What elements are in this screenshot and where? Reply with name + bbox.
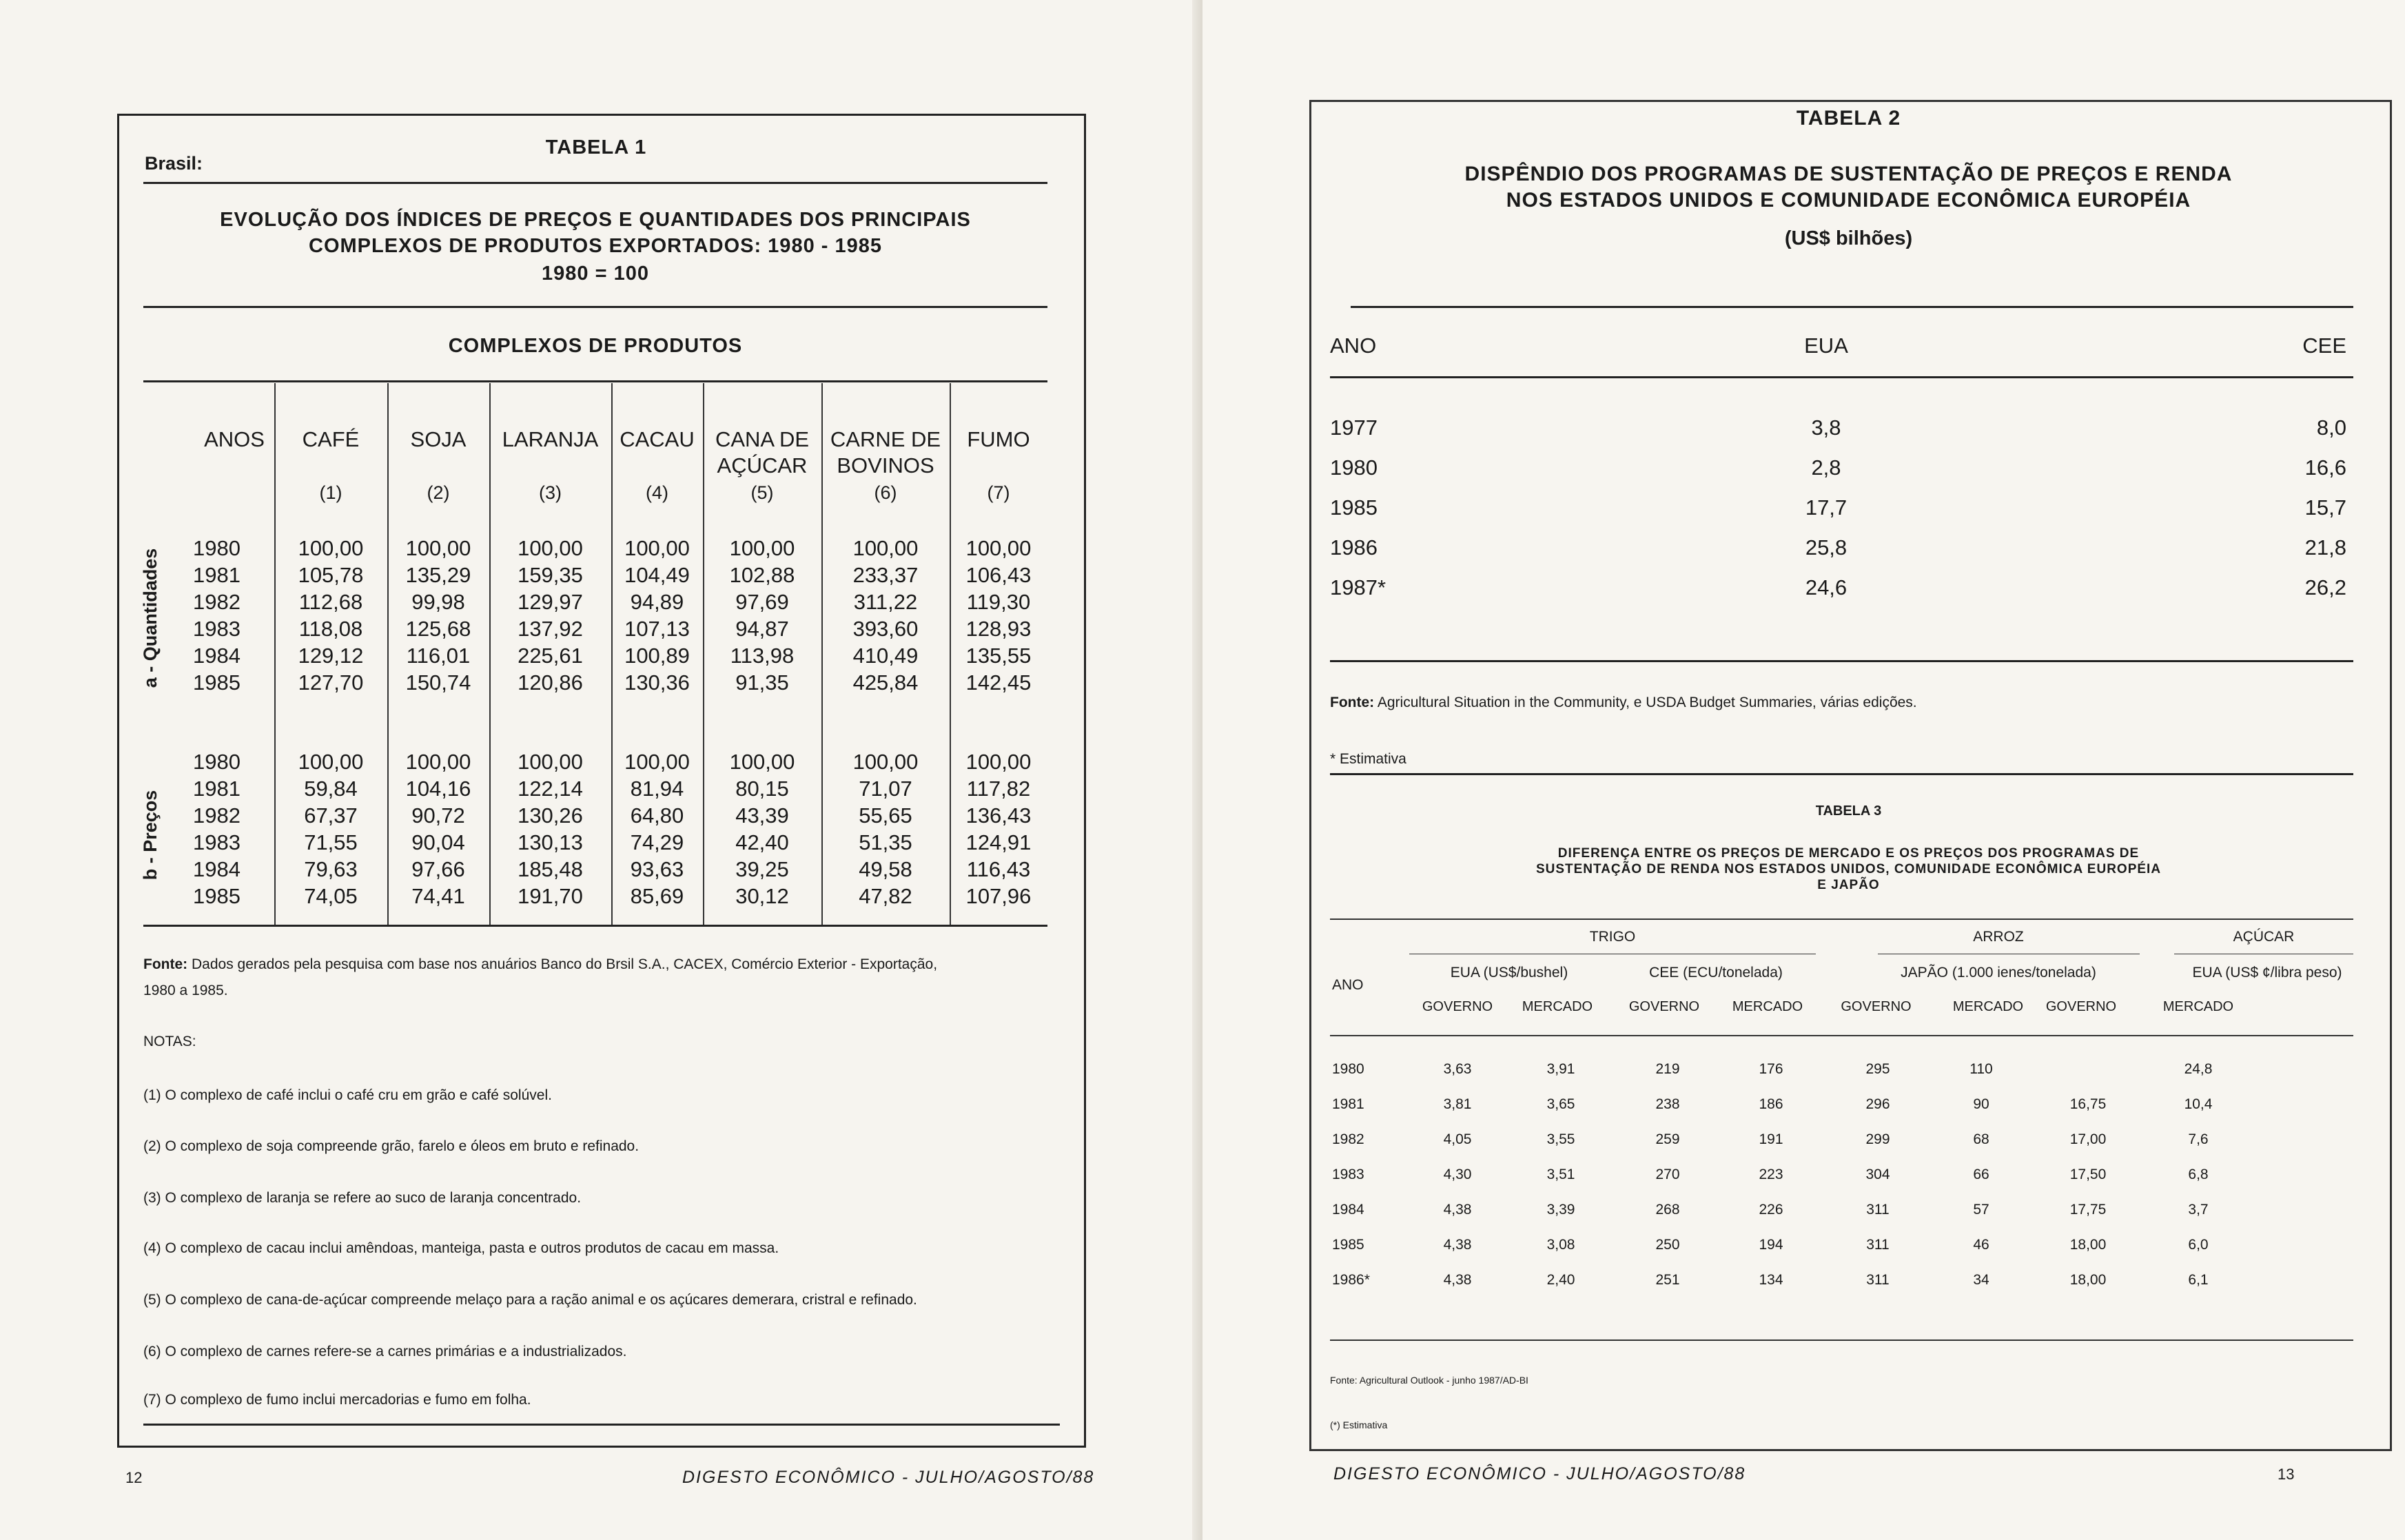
table-cell: 119,30 [966, 590, 1031, 614]
t3-fonte: Fonte: Agricultural Outlook - junho 1987/AD-BI [1330, 1375, 1528, 1386]
t3-estimativa: (*) Estimativa [1330, 1419, 1388, 1430]
table-cell: 2,8 [1811, 455, 1841, 480]
table-cell: 304 [1865, 1167, 1890, 1182]
table-cell: 3,8 [1811, 415, 1841, 440]
row-year: 1981 [1332, 1096, 1364, 1112]
row-year: 1983 [1332, 1167, 1364, 1182]
note-2: (2) O complexo de soja compreende grão, farelo e óleos em bruto e refinado. [143, 1138, 639, 1154]
divider [1330, 376, 2353, 378]
table-cell: 6,1 [2188, 1272, 2209, 1288]
table-cell: 4,05 [1443, 1131, 1472, 1147]
divider [1330, 918, 2353, 920]
table-cell: 71,07 [859, 777, 912, 801]
table-cell: 251 [1655, 1272, 1680, 1288]
fonte-line-2: 1980 a 1985. [143, 983, 228, 998]
t2-fonte: Fonte: Agricultural Situation in the Community, e USDA Budget Summaries, várias edições. [1330, 695, 1917, 710]
table-cell: 116,43 [966, 857, 1031, 881]
table1-title: TABELA 1 [545, 136, 647, 158]
table-cell: 185,48 [518, 857, 583, 881]
table-cell: 296 [1865, 1096, 1890, 1112]
table-cell: 16,6 [2304, 455, 2346, 480]
table-cell: 51,35 [859, 830, 912, 854]
table-cell: 129,12 [298, 644, 364, 668]
divider [1351, 306, 2353, 308]
t3-col-header: MERCADO [1522, 999, 1593, 1014]
table-cell: 81,94 [630, 777, 684, 801]
page-number-right: 13 [2278, 1466, 2295, 1483]
table-cell: 49,58 [859, 857, 912, 881]
col-number: (7) [987, 482, 1010, 503]
col-header-carne: CARNE DE [830, 427, 941, 451]
table-cell: 4,38 [1443, 1237, 1472, 1253]
row-year: 1980 [1330, 455, 1378, 480]
col-header-fumo: FUMO [967, 427, 1030, 451]
col-number: (1) [319, 482, 342, 503]
table-cell: 100,89 [624, 644, 690, 668]
divider [1330, 773, 2353, 775]
row-year: 1980 [193, 750, 240, 774]
table-cell: 100,00 [298, 536, 364, 560]
table-cell: 24,6 [1805, 575, 1848, 599]
table-cell: 134 [1759, 1272, 1783, 1288]
t3-col-header: GOVERNO [1841, 999, 1912, 1014]
table-cell: 100,00 [518, 750, 583, 774]
col-number: (6) [874, 482, 897, 503]
note-4: (4) O complexo de cacau inclui amêndoas, manteiga, pasta e outros produtos de cacau em massa. [143, 1240, 779, 1256]
table-cell: 17,00 [2069, 1131, 2107, 1147]
table2-heading-2: NOS ESTADOS UNIDOS E COMUNIDADE ECONÔMICA EUROPÉIA [1506, 189, 2191, 212]
table-cell: 100,00 [624, 750, 690, 774]
row-year: 1985 [193, 884, 240, 908]
table-cell: 259 [1655, 1131, 1680, 1147]
t3-sub-eua-acucar: EUA (US$ ¢/libra peso) [2192, 965, 2342, 981]
table-cell: 21,8 [2304, 535, 2346, 559]
row-year: 1984 [193, 857, 240, 881]
table-cell: 10,4 [2184, 1096, 2213, 1112]
table-cell: 91,35 [735, 670, 789, 695]
table-cell: 120,86 [518, 670, 583, 695]
table-cell: 122,14 [518, 777, 583, 801]
table-cell: 68 [1973, 1131, 1989, 1147]
table-cell: 135,29 [405, 563, 471, 587]
table-cell: 25,8 [1805, 535, 1848, 559]
table-cell: 39,25 [735, 857, 789, 881]
table-cell: 26,2 [2304, 575, 2346, 599]
col-header-cana-2: AÇÚCAR [717, 453, 808, 478]
table-cell: 90,04 [411, 830, 465, 854]
row-year: 1977 [1330, 415, 1378, 440]
table-cell: 79,63 [304, 857, 358, 881]
table-cell: 100,00 [965, 750, 1032, 774]
table-cell: 30,12 [735, 884, 789, 908]
table-cell: 85,69 [630, 884, 684, 908]
row-year: 1980 [193, 536, 240, 560]
table-cell: 107,96 [965, 884, 1032, 908]
table-cell: 3,55 [1546, 1131, 1575, 1147]
table-cell: 17,75 [2069, 1202, 2107, 1218]
table-cell: 311 [1866, 1272, 1890, 1288]
col-number: (2) [427, 482, 450, 503]
col-header-soja: SOJA [410, 427, 467, 451]
col-number: (4) [646, 482, 668, 503]
row-year: 1987* [1330, 575, 1386, 599]
table-cell: 57 [1973, 1202, 1989, 1218]
col-header-carne-2: BOVINOS [837, 453, 934, 478]
left-page [0, 0, 1202, 1540]
t3-col-header: GOVERNO [1628, 999, 1700, 1014]
table-cell: 130,13 [518, 830, 583, 854]
table-cell: 4,38 [1443, 1202, 1472, 1218]
table-cell: 186 [1759, 1096, 1783, 1112]
table-cell: 100,00 [624, 536, 690, 560]
footer-left: DIGESTO ECONÔMICO - JULHO/AGOSTO/88 [682, 1468, 1095, 1487]
table-cell: 100,00 [518, 536, 583, 560]
table-cell: 94,87 [735, 617, 789, 641]
note-3: (3) O complexo de laranja se refere ao suco de laranja concentrado. [143, 1190, 582, 1206]
table-cell: 3,63 [1443, 1061, 1472, 1077]
divider [143, 306, 1047, 308]
divider [1330, 1035, 2353, 1036]
table-cell: 100,00 [405, 750, 471, 774]
table-cell: 3,65 [1546, 1096, 1575, 1112]
table-cell: 3,7 [2188, 1202, 2209, 1218]
table-cell: 112,68 [298, 590, 363, 614]
t3-col-header: MERCADO [1732, 999, 1803, 1014]
table-cell: 270 [1655, 1167, 1680, 1182]
table-cell: 194 [1759, 1237, 1783, 1253]
table-cell: 55,65 [859, 803, 912, 828]
divider [143, 182, 1047, 184]
fonte-line-1: Fonte: Dados gerados pela pesquisa com base nos anuários Banco do Brsil S.A., CACEX, Comércio Exterior - Exportação, [143, 956, 938, 972]
table-cell: 107,13 [624, 617, 690, 641]
row-year: 1981 [193, 563, 240, 587]
divider [1330, 1339, 2353, 1341]
table-cell: 90,72 [411, 803, 465, 828]
table1-heading-3: 1980 = 100 [542, 263, 649, 285]
table2-heading-3: (US$ bilhões) [1784, 227, 1913, 249]
right-page [1202, 0, 2405, 1540]
table-cell: 113,98 [730, 644, 795, 668]
table-cell: 43,39 [735, 803, 789, 828]
table-cell: 128,93 [965, 617, 1032, 641]
table-cell: 233,37 [852, 563, 919, 587]
table-cell: 97,66 [411, 857, 465, 881]
t3-col-header: GOVERNO [1422, 999, 1493, 1014]
t3-sub-cee-trigo: CEE (ECU/tonelada) [1649, 965, 1783, 981]
row-year: 1984 [1332, 1202, 1364, 1218]
divider [143, 1424, 1060, 1426]
row-year: 1980 [1332, 1061, 1364, 1077]
divider [1330, 660, 2353, 662]
note-7: (7) O complexo de fumo inclui mercadorias e fumo em folha. [143, 1392, 531, 1408]
table-cell: 74,05 [304, 884, 358, 908]
table-cell: 94,89 [630, 590, 684, 614]
table-cell: 102,88 [729, 563, 795, 587]
col-header-cafe: CAFÉ [302, 427, 360, 451]
table-cell: 150,74 [405, 670, 471, 695]
table-cell: 127,70 [298, 670, 364, 695]
divider [143, 380, 1047, 382]
table-cell: 6,0 [2188, 1237, 2209, 1253]
table-cell: 118,08 [298, 617, 363, 641]
table3-heading-1: DIFERENÇA ENTRE OS PREÇOS DE MERCADO E OS PREÇOS DOS PROGRAMAS DE [1557, 846, 2140, 861]
table-cell: 159,35 [518, 563, 583, 587]
table-cell: 100,00 [852, 536, 919, 560]
t3-col-header: MERCADO [2162, 999, 2234, 1014]
brasil-label: Brasil: [145, 153, 203, 174]
table-cell: 18,00 [2069, 1272, 2107, 1288]
table-cell: 3,08 [1546, 1237, 1575, 1253]
row-year: 1982 [193, 803, 240, 828]
table3-heading-2: SUSTENTAÇÃO DE RENDA NOS ESTADOS UNIDOS, COMUNIDADE ECONÔMICA EUROPÉIA [1535, 862, 2162, 876]
table-cell: 4,38 [1443, 1272, 1472, 1288]
row-year: 1981 [193, 777, 240, 801]
table-cell: 191 [1759, 1131, 1783, 1147]
row-year: 1983 [193, 617, 240, 641]
row-year: 1982 [193, 590, 240, 614]
table-cell: 6,8 [2188, 1167, 2209, 1182]
table-cell: 219 [1655, 1061, 1680, 1077]
table1-heading-2: COMPLEXOS DE PRODUTOS EXPORTADOS: 1980 - 1985 [309, 235, 882, 257]
t3-group-trigo: TRIGO [1589, 929, 1636, 945]
table3-title: TABELA 3 [1815, 803, 1882, 819]
note-6: (6) O complexo de carnes refere-se a carnes primárias e a industrializados. [143, 1344, 627, 1359]
table-cell: 93,63 [630, 857, 684, 881]
table-cell: 66 [1973, 1167, 1989, 1182]
table3-heading-3: E JAPÃO [1817, 878, 1880, 892]
col-header-cana: CANA DE [715, 427, 810, 451]
table-cell: 130,36 [624, 670, 690, 695]
row-year: 1986* [1332, 1272, 1370, 1288]
table-cell: 191,70 [518, 884, 583, 908]
note-5: (5) O complexo de cana-de-açúcar compreende melaço para a ração animal e os açúcares demerara, cristral e refinado. [143, 1292, 917, 1308]
table-cell: 7,6 [2188, 1131, 2209, 1147]
table-cell: 311 [1866, 1237, 1890, 1253]
table-cell: 136,43 [965, 803, 1032, 828]
complexos-heading: COMPLEXOS DE PRODUTOS [448, 335, 743, 357]
table-cell: 223 [1759, 1167, 1783, 1182]
section-b-label: b - Preços [140, 790, 161, 881]
table-cell: 80,15 [735, 777, 789, 801]
table-cell: 3,39 [1546, 1202, 1575, 1218]
table-cell: 100,00 [405, 536, 471, 560]
table-cell: 299 [1865, 1131, 1890, 1147]
table-cell: 4,30 [1443, 1167, 1472, 1182]
table-cell: 124,91 [965, 830, 1032, 854]
table-cell: 393,60 [852, 617, 919, 641]
table-cell: 99,98 [411, 590, 465, 614]
table-cell: 268 [1655, 1202, 1680, 1218]
table-cell: 46 [1973, 1237, 1989, 1253]
table-cell: 142,45 [965, 670, 1032, 695]
table-cell: 67,37 [304, 803, 358, 828]
table-cell: 129,97 [518, 590, 583, 614]
table-cell: 311 [1866, 1202, 1890, 1218]
col-number: (5) [750, 482, 774, 503]
table-cell: 17,50 [2069, 1167, 2107, 1182]
table-cell: 100,00 [965, 536, 1032, 560]
row-year: 1986 [1330, 535, 1378, 559]
table-cell: 106,43 [965, 563, 1032, 587]
table-cell: 226 [1759, 1202, 1783, 1218]
table-cell: 97,69 [735, 590, 789, 614]
section-a-label: a - Quantidades [140, 548, 161, 688]
table-cell: 100,00 [852, 750, 919, 774]
table-cell: 15,7 [2304, 495, 2346, 520]
table-cell: 74,29 [630, 830, 684, 854]
table-cell: 238 [1655, 1096, 1680, 1112]
t2-header-cee: CEE [2302, 333, 2346, 358]
table-cell: 64,80 [630, 803, 684, 828]
table-cell: 425,84 [852, 670, 919, 695]
t3-col-header: MERCADO [1952, 999, 2024, 1014]
table-cell: 135,55 [965, 644, 1032, 668]
t2-header-ano: ANO [1330, 333, 1377, 358]
row-year: 1985 [1330, 495, 1378, 520]
table-cell: 17,7 [1805, 495, 1848, 520]
table-cell: 110 [1969, 1061, 1993, 1077]
table1-heading-1: EVOLUÇÃO DOS ÍNDICES DE PREÇOS E QUANTIDADES DOS PRINCIPAIS [220, 209, 971, 231]
t3-header-ano: ANO [1332, 977, 1364, 993]
row-year: 1982 [1332, 1131, 1364, 1147]
table-cell: 116,01 [406, 644, 471, 668]
t2-header-eua: EUA [1804, 333, 1848, 358]
table-cell: 2,40 [1546, 1272, 1575, 1288]
notas-label: NOTAS: [143, 1034, 196, 1049]
col-number: (3) [539, 482, 562, 503]
table-cell: 295 [1865, 1061, 1890, 1077]
divider [143, 925, 1047, 927]
page-number-left: 12 [125, 1469, 143, 1486]
t3-group-acucar: AÇÚCAR [2233, 929, 2295, 945]
table-cell: 130,26 [518, 803, 583, 828]
table-cell: 100,00 [729, 750, 795, 774]
table-cell: 250 [1655, 1237, 1680, 1253]
table-cell: 71,55 [304, 830, 358, 854]
col-header-anos: ANOS [204, 427, 265, 451]
row-year: 1984 [193, 644, 240, 668]
col-header-laranja: LARANJA [502, 427, 599, 451]
footer-right: DIGESTO ECONÔMICO - JULHO/AGOSTO/88 [1333, 1464, 1746, 1483]
table-cell: 410,49 [852, 644, 919, 668]
table-cell: 3,81 [1443, 1096, 1472, 1112]
t3-sub-japao-arroz: JAPÃO (1.000 ienes/tonelada) [1901, 965, 2096, 981]
table-cell: 47,82 [859, 884, 912, 908]
t3-group-arroz: ARROZ [1973, 929, 2024, 945]
table-cell: 104,16 [405, 777, 471, 801]
table-cell: 8,0 [2316, 415, 2346, 440]
table-cell: 105,78 [298, 563, 364, 587]
table-cell: 100,00 [298, 750, 364, 774]
table-cell: 18,00 [2069, 1237, 2107, 1253]
col-header-cacau: CACAU [620, 427, 695, 451]
table-cell: 59,84 [304, 777, 358, 801]
t3-col-header: GOVERNO [2045, 999, 2117, 1014]
table-cell: 225,61 [518, 644, 583, 668]
table-cell: 74,41 [411, 884, 465, 908]
table-cell: 34 [1973, 1272, 1989, 1288]
table-cell: 24,8 [2184, 1061, 2213, 1077]
table-cell: 311,22 [853, 590, 918, 614]
table-cell: 137,92 [518, 617, 583, 641]
row-year: 1985 [193, 670, 240, 695]
t3-sub-eua-trigo: EUA (US$/bushel) [1450, 965, 1568, 981]
table-cell: 3,91 [1546, 1061, 1575, 1077]
row-year: 1983 [193, 830, 240, 854]
table-cell: 90 [1973, 1096, 1989, 1112]
table-cell: 100,00 [729, 536, 795, 560]
table2-title: TABELA 2 [1796, 107, 1901, 130]
table-cell: 125,68 [405, 617, 471, 641]
table-cell: 3,51 [1546, 1167, 1575, 1182]
table-cell: 104,49 [624, 563, 690, 587]
row-year: 1985 [1332, 1237, 1364, 1253]
note-1: (1) O complexo de café inclui o café cru em grão e café solúvel. [143, 1087, 552, 1103]
table-cell: 176 [1759, 1061, 1783, 1077]
table-cell: 42,40 [735, 830, 789, 854]
table-cell: 117,82 [966, 777, 1031, 801]
t2-estimativa: * Estimativa [1330, 751, 1406, 767]
table-cell: 16,75 [2069, 1096, 2107, 1112]
table2-heading-1: DISPÊNDIO DOS PROGRAMAS DE SUSTENTAÇÃO DE PREÇOS E RENDA [1464, 163, 2233, 185]
